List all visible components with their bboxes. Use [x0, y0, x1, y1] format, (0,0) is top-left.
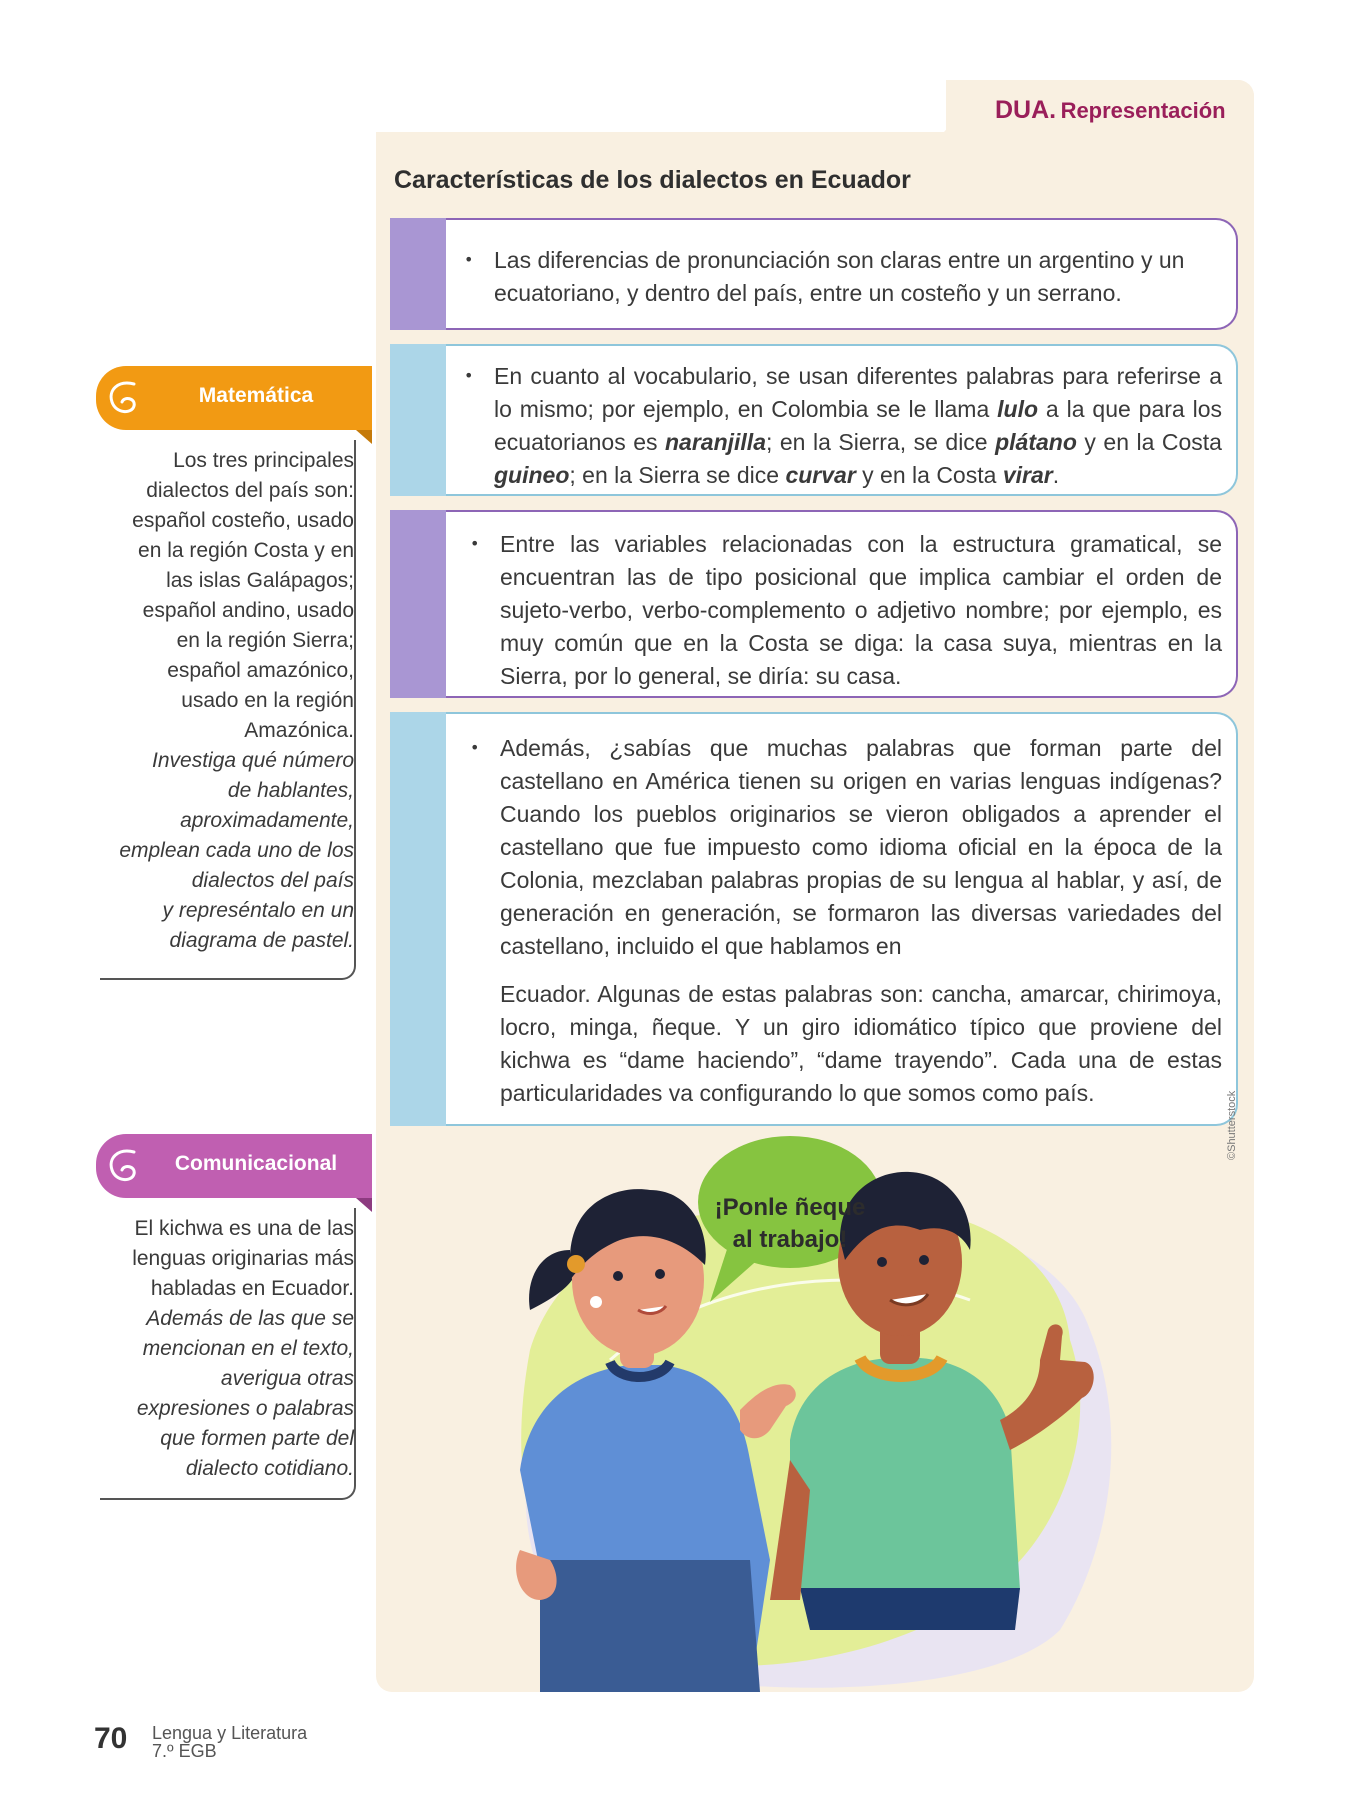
speech-line: al trabajo! — [732, 1226, 848, 1253]
note-task-line: aproximadamente, — [180, 809, 354, 832]
note-task-line: averigua otras — [220, 1367, 354, 1390]
card-vocabulary — [390, 344, 1238, 496]
note-task-line: que formen parte del — [160, 1427, 354, 1450]
text-run: ; en la Sierra, se dice — [765, 429, 996, 455]
note-line: El kichwa es una de las — [134, 1217, 354, 1240]
note-line: Los tres principales — [173, 449, 354, 472]
math-tab — [96, 366, 372, 430]
key-word: curvar — [785, 462, 856, 488]
note-task-line: diagrama de pastel. — [169, 929, 354, 952]
note-task-line: mencionan en el texto, — [142, 1337, 354, 1360]
note-task-line: Investiga qué número — [152, 749, 354, 772]
card-text — [494, 360, 1222, 492]
key-word: plátano — [995, 429, 1077, 455]
note-line: dialectos del país son: — [146, 479, 354, 502]
card-paragraph-2: Ecuador. Algunas de estas palabras son: cancha, amarcar, chirimoya, locro, minga, ñeque. Y un giro idiomático típico que proviene del kichwa es “dame haciendo”, “dame trayendo”. Cada una de estas particularidades va configurando lo que somos como país. — [500, 981, 1222, 1106]
note-line: en la región Sierra; — [176, 629, 354, 652]
note-task-line: emplean cada uno de los — [119, 839, 354, 862]
note-line: habladas en Ecuador. — [150, 1277, 354, 1300]
note-task-line: dialectos del país — [191, 869, 354, 892]
footer-subject: Lengua y Literatura — [152, 1723, 308, 1743]
panel-notch — [376, 80, 946, 132]
note-task-line: Además de las que se — [146, 1307, 354, 1330]
key-word: guineo — [494, 462, 570, 488]
dua-label — [995, 96, 1226, 125]
speech-line: ¡Ponle ñeque — [714, 1194, 866, 1221]
image-credit: ©Shutterstock — [1226, 1090, 1238, 1160]
card-text: Entre las variables relacionadas con la estructura gramatical, se encuentran las de tipo posicional que implica cambiar el orden de sujeto-verbo, verbo-complemento o adjetivo nombre; por ejemplo, es muy común que en la Costa se diga: la casa suya, mientras en la Sierra, por lo general, se diría: su casa. — [500, 531, 1222, 689]
card-grammar — [390, 510, 1238, 698]
text-run: ; en la Sierra se dice — [569, 462, 786, 488]
swirl-icon — [104, 376, 148, 420]
section-title: Características de los dialectos en Ecuador — [394, 166, 911, 194]
dua-strong: DUA. — [995, 96, 1057, 124]
comm-note-body — [96, 1214, 354, 1484]
note-line: Amazónica. — [244, 719, 354, 742]
note-task-line: expresiones o palabras — [136, 1397, 354, 1420]
text-run: En cuanto al vocabulario, se usan diferentes palabras para referirse a lo mismo; por ejemplo, en Colombia se le llama — [494, 363, 1222, 422]
card-bar — [390, 712, 446, 1126]
comm-tab — [96, 1134, 372, 1198]
bullet-icon: • — [464, 250, 474, 269]
bullet-icon: • — [470, 534, 480, 553]
key-word: naranjilla — [665, 429, 766, 455]
note-line: en la región Costa y en — [138, 539, 354, 562]
text-run: a la que para los ecuatorianos es — [494, 396, 1223, 455]
math-tab-label: Matemática — [198, 384, 314, 407]
math-note-body — [96, 446, 354, 956]
swirl-icon — [104, 1144, 148, 1188]
comm-tab-label: Comunicacional — [174, 1152, 338, 1175]
card-bar — [390, 344, 446, 496]
card-indigenous-origin — [390, 712, 1238, 1126]
footer-grade: 7.º EGB — [152, 1741, 217, 1761]
note-line: español costeño, usado — [132, 509, 354, 532]
footer-text — [152, 1724, 307, 1760]
note-line: español andino, usado — [142, 599, 354, 622]
key-word: virar — [1002, 462, 1053, 488]
page-number: 70 — [94, 1722, 128, 1755]
bullet-icon: • — [464, 366, 474, 385]
bullet-icon: • — [470, 738, 480, 757]
text-run: . — [1052, 462, 1060, 488]
card-paragraph-1: Además, ¿sabías que muchas palabras que forman parte del castellano en América tienen su origen en varias lenguas indígenas? Cuando los pueblos originarios se vieron obligados a aprender el castellano que fue impuesto como idioma oficial en la época de la Colonia, mezclaban palabras propias de su lengua al hablar, y así, de generación en generación, se formaron las diversas variedades del castellano, incluido el que hablamos en — [500, 735, 1222, 959]
note-task-line: de hablantes, — [227, 779, 354, 802]
key-word: lulo — [997, 396, 1039, 422]
card-bar — [390, 510, 446, 698]
card-bar — [390, 218, 446, 330]
tab-fold — [356, 430, 372, 444]
tab-fold — [356, 1198, 372, 1212]
text-run: y en la Costa — [855, 462, 1003, 488]
text-run: y en la Costa — [1076, 429, 1222, 455]
note-line: las islas Galápagos; — [166, 569, 354, 592]
note-task-line: y represéntalo en un — [162, 899, 354, 922]
dua-rest: Representación — [1060, 98, 1226, 123]
card-text: Las diferencias de pronunciación son claras entre un argentino y un ecuatoriano, y dentro del país, entre un costeño y un serrano. — [494, 247, 1185, 306]
speech-bubble-text — [690, 1192, 890, 1256]
card-pronunciation — [390, 218, 1238, 330]
note-line: español amazónico, — [167, 659, 354, 682]
note-line: usado en la región — [181, 689, 354, 712]
note-task-line: dialecto cotidiano. — [185, 1457, 354, 1480]
note-line: lenguas originarias más — [132, 1247, 354, 1270]
